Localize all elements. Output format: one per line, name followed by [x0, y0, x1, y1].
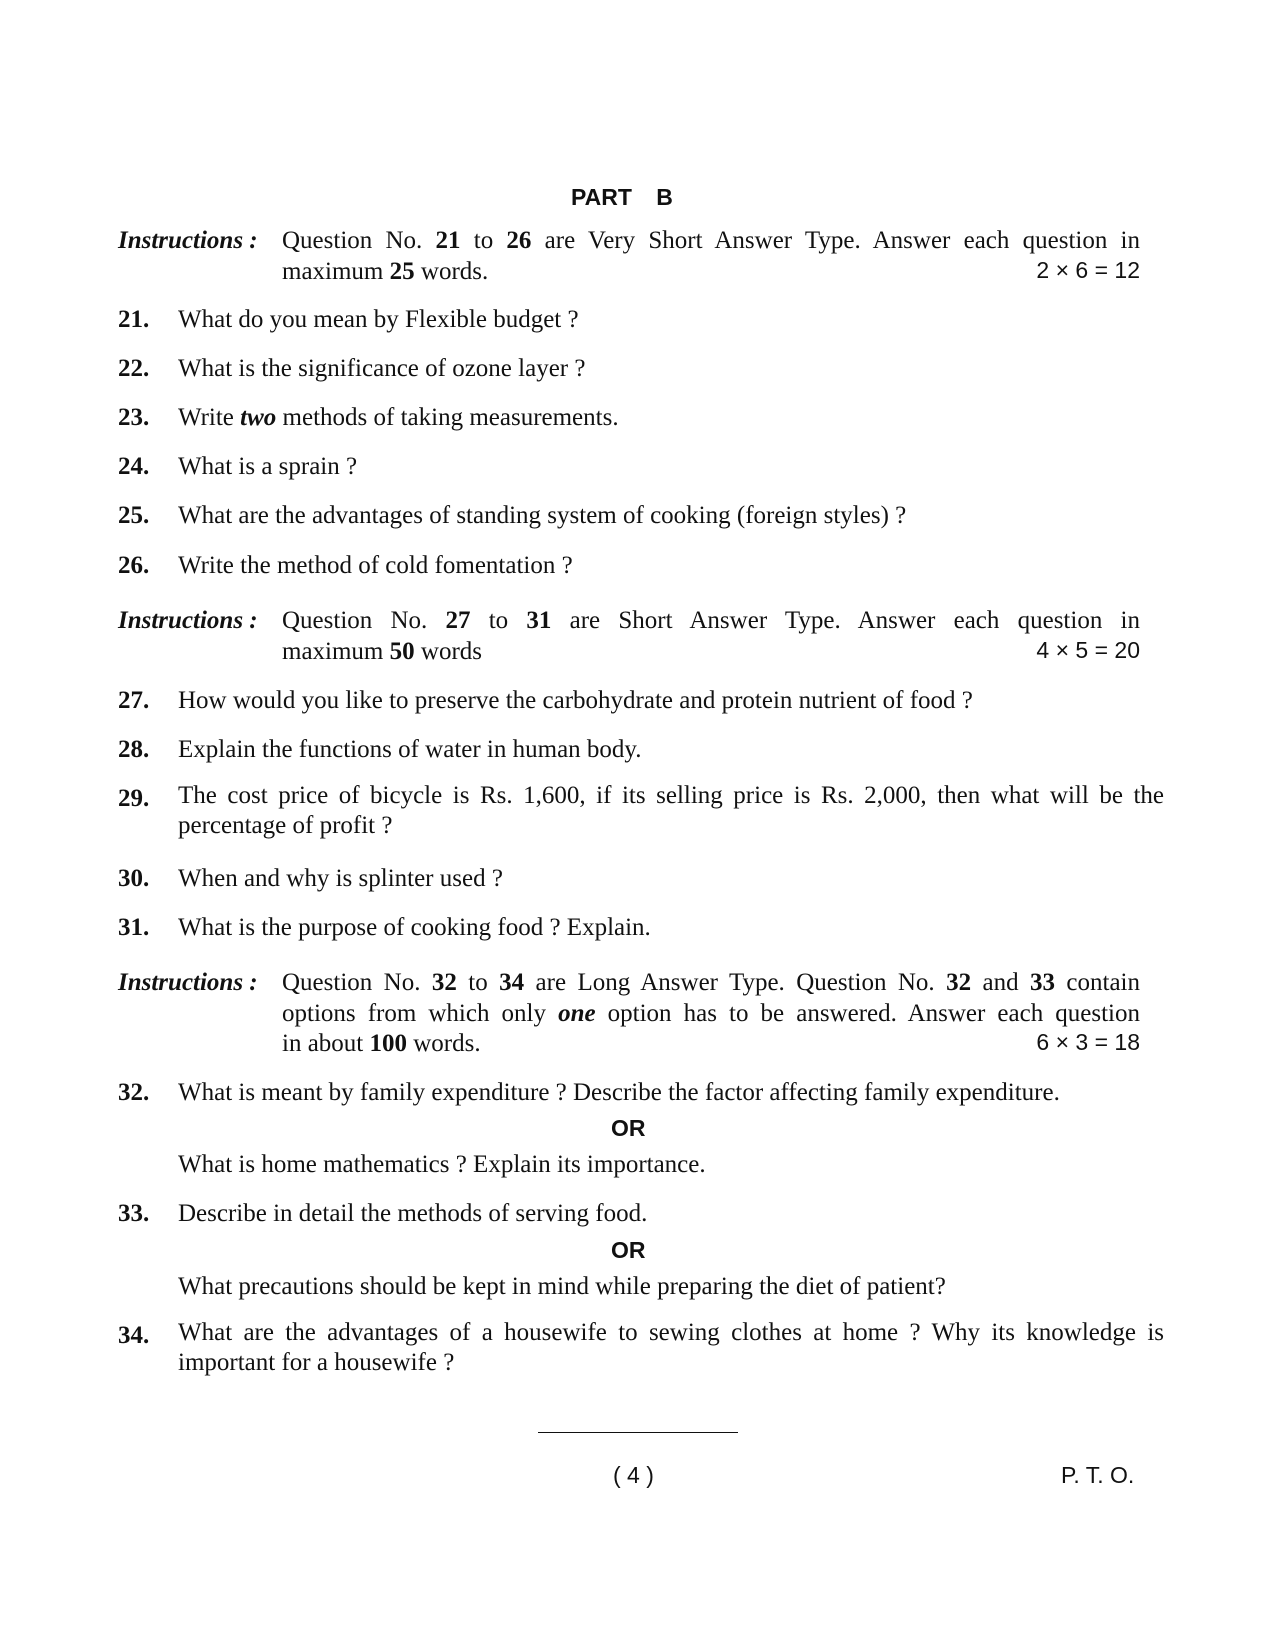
question-text: How would you like to preserve the carbohydrate and protein nutrient of food ? — [178, 687, 973, 714]
question-text: What is a sprain ? — [178, 453, 358, 480]
question-text: What are the advantages of standing system of cooking (foreign styles) ? — [178, 502, 907, 529]
instructions-line: options from which only one option has to be answered. Answer each question — [282, 1000, 1140, 1027]
instructions-line: in about 100 words. 6 × 3 = 18 — [282, 1029, 1140, 1057]
question-number: 32. — [118, 1079, 150, 1106]
question-number: 21. — [118, 306, 150, 333]
question-text: Describe in detail the methods of serving food. — [178, 1200, 648, 1227]
instructions-line: Question No. 27 to 31 are Short Answer Type. Answer each question in — [282, 607, 1140, 634]
question-text: What is the significance of ozone layer ? — [178, 355, 586, 382]
question-text: What is the purpose of cooking food ? Explain. — [178, 914, 651, 941]
question-text: When and why is splinter used ? — [178, 865, 503, 892]
question-number: 34. — [118, 1322, 150, 1349]
question-alternative: What precautions should be kept in mind while preparing the diet of patient? — [178, 1273, 946, 1300]
question-alternative: What is home mathematics ? Explain its importance. — [178, 1151, 706, 1178]
marks-label: 4 × 5 = 20 — [1036, 637, 1140, 663]
instructions-line: maximum 25 words. 2 × 6 = 12 — [282, 257, 1140, 285]
question-number: 22. — [118, 355, 150, 382]
question-number: 26. — [118, 552, 150, 579]
question-number: 31. — [118, 914, 150, 941]
marks-label: 6 × 3 = 18 — [1036, 1029, 1140, 1055]
question-number: 27. — [118, 687, 150, 714]
page-number: ( 4 ) — [613, 1462, 654, 1488]
question-text: What are the advantages of a housewife to sewing clothes at home ? Why its knowledge is important for a housewife ? — [178, 1319, 1164, 1376]
marks-label: 2 × 6 = 12 — [1036, 257, 1140, 283]
instructions-label: Instructions : — [118, 227, 258, 254]
question-number: 23. — [118, 404, 150, 431]
question-text: Write two methods of taking measurements. — [178, 404, 619, 431]
question-number: 28. — [118, 736, 150, 763]
or-separator: OR — [611, 1237, 646, 1263]
instructions-line: Question No. 21 to 26 are Very Short Answer Type. Answer each question in — [282, 227, 1140, 254]
instructions-label: Instructions : — [118, 969, 258, 996]
question-number: 24. — [118, 453, 150, 480]
question-text: Explain the functions of water in human body. — [178, 736, 642, 763]
question-text: The cost price of bicycle is Rs. 1,600, if its selling price is Rs. 2,000, then what will be the percentage of profit ? — [178, 782, 1164, 839]
pto-label: P. T. O. — [1061, 1462, 1135, 1488]
instructions-label: Instructions : — [118, 607, 258, 634]
question-text: What is meant by family expenditure ? Describe the factor affecting family expenditure. — [178, 1079, 1060, 1106]
question-number: 33. — [118, 1200, 150, 1227]
question-number: 25. — [118, 502, 150, 529]
question-number: 29. — [118, 785, 150, 812]
instructions-line: maximum 50 words 4 × 5 = 20 — [282, 637, 1140, 665]
part-heading: PART B — [571, 184, 673, 210]
instructions-line: Question No. 32 to 34 are Long Answer Type. Question No. 32 and 33 contain — [282, 969, 1140, 996]
or-separator: OR — [611, 1115, 646, 1141]
question-text: Write the method of cold fomentation ? — [178, 552, 573, 579]
question-number: 30. — [118, 865, 150, 892]
question-text: What do you mean by Flexible budget ? — [178, 306, 579, 333]
end-rule — [538, 1432, 738, 1433]
